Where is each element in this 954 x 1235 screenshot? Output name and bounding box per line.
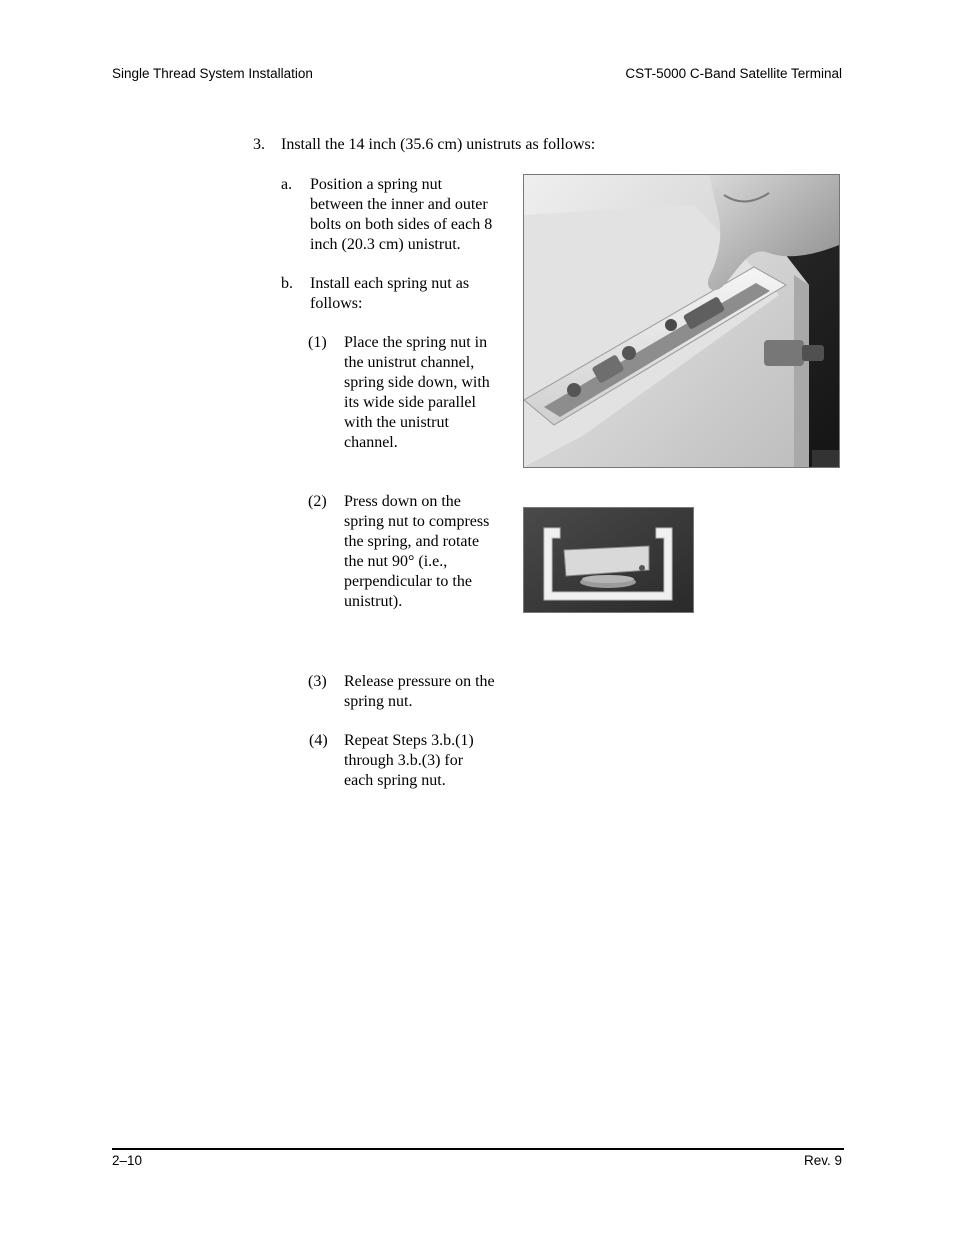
running-header-right: CST-5000 C-Band Satellite Terminal xyxy=(625,66,842,81)
item-1-text xyxy=(344,333,490,453)
spring-nut-placement-photo xyxy=(523,174,840,468)
item-line: each spring nut. xyxy=(344,772,446,789)
sub-a-line: inch (20.3 cm) unistrut. xyxy=(310,236,461,253)
item-line: the unistrut channel, xyxy=(344,354,475,371)
item-2-label: (2) xyxy=(308,493,327,510)
item-4-text xyxy=(344,731,474,791)
item-line: Press down on the xyxy=(344,493,461,510)
item-line: its wide side parallel xyxy=(344,394,476,411)
spring-nut-rotated-illustration xyxy=(524,508,693,612)
item-line: perpendicular to the xyxy=(344,573,472,590)
sub-b-line: Install each spring nut as xyxy=(310,275,470,292)
item-4-label: (4) xyxy=(309,732,328,749)
sub-b-text xyxy=(310,274,469,314)
revision: Rev. 9 xyxy=(803,1153,842,1168)
item-2-text xyxy=(344,492,489,612)
item-line: through 3.b.(3) for xyxy=(344,752,464,769)
item-line: the spring, and rotate xyxy=(344,533,480,550)
step-text: Install the 14 inch (35.6 cm) unistruts as follows: xyxy=(281,136,596,153)
sub-a-line: between the inner and outer xyxy=(310,196,488,213)
item-line: with the unistrut xyxy=(344,414,449,431)
item-line: channel. xyxy=(344,434,398,451)
item-line: Place the spring nut in xyxy=(344,334,488,351)
sub-a-line: bolts on both sides of each 8 xyxy=(310,216,493,233)
item-3-text xyxy=(344,672,495,712)
item-line: spring side down, with xyxy=(344,374,490,391)
step-number: 3. xyxy=(253,136,265,153)
sub-a-label: a. xyxy=(281,176,293,193)
item-line: unistrut). xyxy=(344,593,403,610)
sub-b-line: follows: xyxy=(310,295,363,312)
running-header-left: Single Thread System Installation xyxy=(112,66,313,81)
sub-a-line: Position a spring nut xyxy=(310,176,443,193)
item-line: spring nut to compress xyxy=(344,513,490,530)
sub-b-label: b. xyxy=(281,275,293,292)
item-line: the nut 90° (i.e., xyxy=(344,553,448,570)
footer-rule xyxy=(112,1148,844,1150)
spring-nut-placement-illustration xyxy=(524,175,839,467)
item-3-label: (3) xyxy=(308,673,327,690)
sub-a-text xyxy=(310,175,492,255)
page-number: 2–10 xyxy=(112,1153,143,1168)
item-line: Repeat Steps 3.b.(1) xyxy=(344,732,474,749)
item-line: spring nut. xyxy=(344,693,413,710)
spring-nut-rotated-photo xyxy=(523,507,694,613)
item-line: Release pressure on the xyxy=(344,673,495,690)
item-1-label: (1) xyxy=(308,334,327,351)
